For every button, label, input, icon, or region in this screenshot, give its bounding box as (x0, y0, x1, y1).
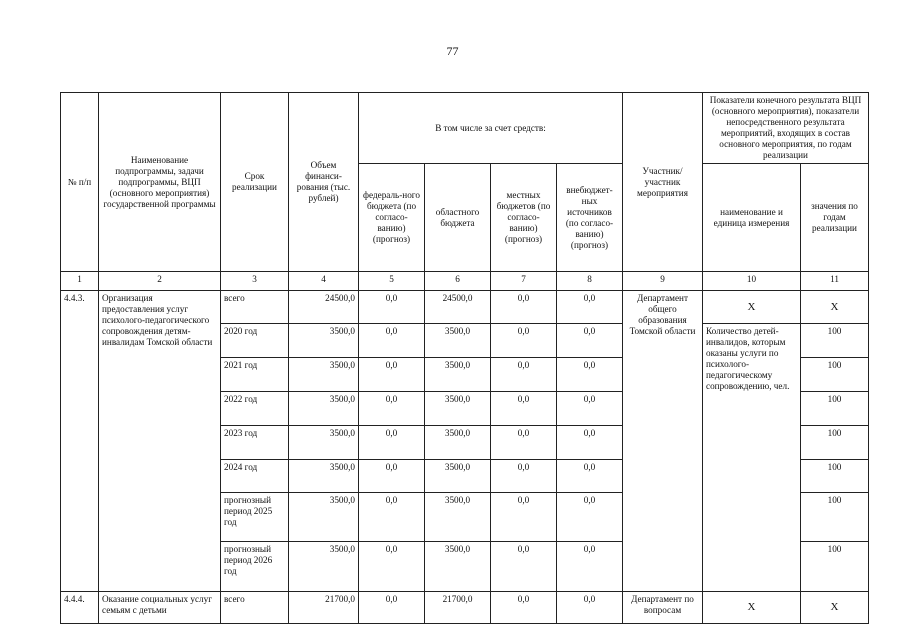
period-cell: 2020 год (221, 324, 289, 358)
local-cell: 0,0 (491, 542, 557, 592)
federal-cell: 0,0 (359, 460, 425, 493)
table-row (61, 291, 869, 324)
total-cell: 3500,0 (289, 493, 359, 542)
header-name: Наименование подпрограммы, задачи подпрограммы, ВЦП (основного мероприятия) государственной программы (99, 93, 221, 272)
federal-cell: 0,0 (359, 324, 425, 358)
total-cell: 3500,0 (289, 426, 359, 460)
period-cell: 2023 год (221, 426, 289, 460)
regional-cell: 21700,0 (425, 592, 491, 624)
indicator-name-cell: X (703, 291, 801, 324)
row-name: Оказание социальных услуг семьям с детьми (99, 592, 221, 624)
indicator-value-cell: 100 (801, 392, 869, 426)
period-cell: 2022 год (221, 392, 289, 426)
external-cell: 0,0 (557, 460, 623, 493)
program-table (60, 92, 869, 624)
period-cell: всего (221, 291, 289, 324)
local-cell: 0,0 (491, 460, 557, 493)
col-number: 11 (801, 272, 869, 291)
row-number: 4.4.3. (61, 291, 99, 592)
page-number: 77 (446, 44, 459, 58)
header-volume: Объем финанси-рования (тыс. рублей) (289, 93, 359, 272)
indicator-name-cell: Количество детей-инвалидов, которым оказаны услуги по психолого-педагогическому сопровождению, чел. (703, 324, 801, 592)
row-number: 4.4.4. (61, 592, 99, 624)
regional-cell: 3500,0 (425, 358, 491, 392)
local-cell: 0,0 (491, 291, 557, 324)
external-cell: 0,0 (557, 493, 623, 542)
indicator-value-cell: 100 (801, 324, 869, 358)
federal-cell: 0,0 (359, 291, 425, 324)
table-row (61, 592, 869, 624)
external-cell: 0,0 (557, 324, 623, 358)
federal-cell: 0,0 (359, 358, 425, 392)
header-sources-group: В том числе за счет средств: (359, 93, 623, 164)
col-number: 9 (623, 272, 703, 291)
col-number: 10 (703, 272, 801, 291)
indicator-value-cell: 100 (801, 426, 869, 460)
header-indicator-values: значения по годам реализации (801, 164, 869, 272)
federal-cell: 0,0 (359, 592, 425, 624)
regional-cell: 3500,0 (425, 493, 491, 542)
regional-cell: 3500,0 (425, 426, 491, 460)
period-cell: всего (221, 592, 289, 624)
regional-cell: 24500,0 (425, 291, 491, 324)
external-cell: 0,0 (557, 392, 623, 426)
local-cell: 0,0 (491, 358, 557, 392)
indicator-value-cell: 100 (801, 542, 869, 592)
external-cell: 0,0 (557, 542, 623, 592)
local-cell: 0,0 (491, 592, 557, 624)
total-cell: 3500,0 (289, 358, 359, 392)
external-cell: 0,0 (557, 358, 623, 392)
total-cell: 3500,0 (289, 324, 359, 358)
total-cell: 24500,0 (289, 291, 359, 324)
header-term: Срок реализации (221, 93, 289, 272)
local-cell: 0,0 (491, 392, 557, 426)
total-cell: 21700,0 (289, 592, 359, 624)
local-cell: 0,0 (491, 426, 557, 460)
indicator-value-cell: X (801, 291, 869, 324)
indicator-value-cell: 100 (801, 493, 869, 542)
col-number: 4 (289, 272, 359, 291)
header-local: местных бюджетов (по согласо-ванию) (прогноз) (491, 164, 557, 272)
external-cell: 0,0 (557, 291, 623, 324)
header-participant: Участник/ участник мероприятия (623, 93, 703, 272)
period-cell: прогнозный период 2026 год (221, 542, 289, 592)
participant-cell: Департамент общего образования Томской области (623, 291, 703, 592)
participant-cell: Департамент по вопросам (623, 592, 703, 624)
regional-cell: 3500,0 (425, 542, 491, 592)
column-number-row (61, 272, 869, 291)
external-cell: 0,0 (557, 592, 623, 624)
col-number: 5 (359, 272, 425, 291)
federal-cell: 0,0 (359, 493, 425, 542)
federal-cell: 0,0 (359, 426, 425, 460)
col-number: 3 (221, 272, 289, 291)
col-number: 1 (61, 272, 99, 291)
header-num: № п/п (61, 93, 99, 272)
header-regional: областного бюджета (425, 164, 491, 272)
total-cell: 3500,0 (289, 542, 359, 592)
period-cell: 2021 год (221, 358, 289, 392)
total-cell: 3500,0 (289, 392, 359, 426)
indicator-name-cell: X (703, 592, 801, 624)
regional-cell: 3500,0 (425, 460, 491, 493)
local-cell: 0,0 (491, 324, 557, 358)
header-federal: федераль-ного бюджета (по согласо-ванию) (прогноз) (359, 164, 425, 272)
col-number: 6 (425, 272, 491, 291)
period-cell: 2024 год (221, 460, 289, 493)
col-number: 8 (557, 272, 623, 291)
local-cell: 0,0 (491, 493, 557, 542)
header-external: внебюджет-ных источников (по согласо-ванию) (прогноз) (557, 164, 623, 272)
federal-cell: 0,0 (359, 542, 425, 592)
federal-cell: 0,0 (359, 392, 425, 426)
total-cell: 3500,0 (289, 460, 359, 493)
indicator-value-cell: X (801, 592, 869, 624)
header-indicator-name: наименование и единица измерения (703, 164, 801, 272)
regional-cell: 3500,0 (425, 392, 491, 426)
indicator-value-cell: 100 (801, 358, 869, 392)
col-number: 7 (491, 272, 557, 291)
external-cell: 0,0 (557, 426, 623, 460)
row-name: Организация предоставления услуг психолого-педагогического сопровождения детям-инвалидам Томской области (99, 291, 221, 592)
period-cell: прогнозный период 2025 год (221, 493, 289, 542)
header-indicators-group: Показатели конечного результата ВЦП (основного мероприятия), показатели непосредственного результата мероприятий, входящих в состав основного мероприятия, по годам реализации (703, 93, 869, 164)
regional-cell: 3500,0 (425, 324, 491, 358)
indicator-value-cell: 100 (801, 460, 869, 493)
col-number: 2 (99, 272, 221, 291)
